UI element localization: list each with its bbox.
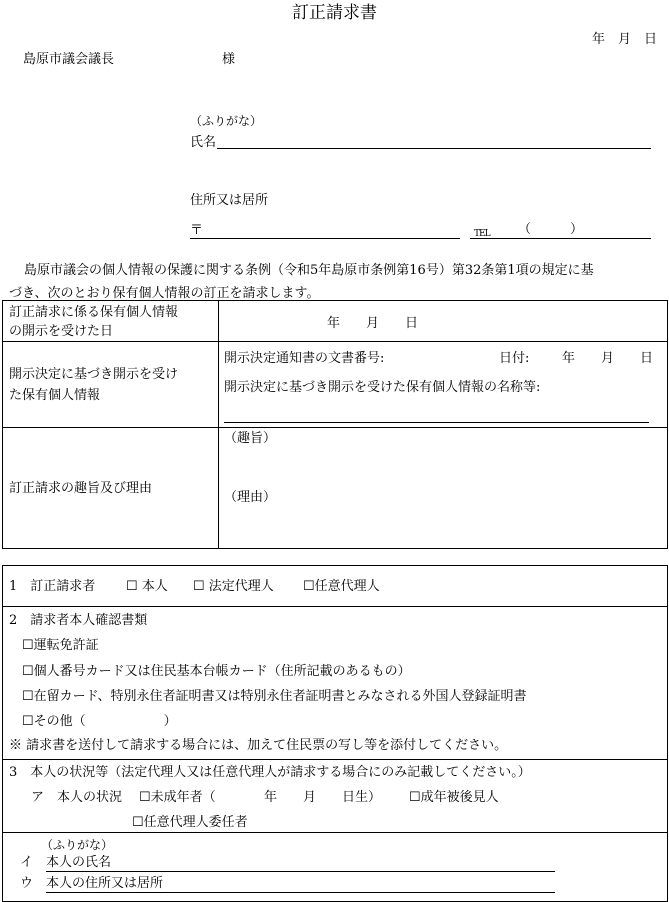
requester-sep-1 [2,606,668,607]
table-divider [218,300,219,549]
section2-label: 2 請求者本人確認書類 [9,613,148,628]
section1-label: 1 訂正請求者 [9,579,96,594]
row2-doc-number[interactable]: 開示決定通知書の文書番号: [224,351,385,366]
row2-info-name[interactable]: 開示決定に基づき開示を受けた保有個人情報の名称等: [224,380,541,395]
id-residence-card[interactable]: ☐在留カード、特別永住者証明書又は特別永住者証明書とみなされる外国人登録証明書 [22,689,527,704]
section3-label: 3 本人の状況等（法定代理人又は任意代理人が請求する場合にのみ記載してください。） [9,765,531,780]
option-self[interactable]: ☐ 本人 [126,579,168,594]
intro-line-1: 島原市議会の個人情報の保護に関する条例（令和5年島原市条例第16号）第32条第1項の規定に基 [24,263,594,278]
principal-name-field[interactable] [46,871,555,872]
furigana-label: （ふりがな） [190,114,263,128]
postal-mark: 〒 [190,223,204,238]
row2-date-value[interactable]: 年 月 日 [562,351,654,366]
option-adult-ward[interactable]: ☐成年被後見人 [409,790,499,805]
row2-label-line2: た保有個人情報 [9,388,101,403]
requester-sep-2 [2,759,668,760]
principal-address-label: ウ 本人の住所又は居所 [20,876,164,891]
principal-name-label: イ 本人の氏名 [20,855,112,870]
honorific: 様 [222,52,236,67]
row2-info-name-field[interactable] [224,422,649,423]
requester-sep-3 [2,832,668,833]
id-drivers-license[interactable]: ☐運転免許証 [22,638,99,653]
birth-date[interactable]: 年 月 日生） [264,790,382,805]
principal-furigana: （ふりがな） [41,838,114,852]
status-label: ア 本人の状況 [31,790,123,805]
row1-label-line1: 訂正請求に係る保有個人情報 [9,305,179,320]
option-voluntary-agent[interactable]: ☐任意代理人 [303,579,380,594]
option-legal-representative[interactable]: ☐ 法定代理人 [193,579,274,594]
tel-field[interactable] [470,238,651,239]
tel-label: TEL [474,229,490,239]
address-field[interactable] [190,238,460,239]
intro-line-2: づき、次のとおり保有個人情報の訂正を請求します。 [9,286,320,301]
row1-date[interactable]: 年 月 日 [327,316,419,331]
section2-note: ※ 請求書を送付して請求する場合には、加えて住民票の写し等を添付してください。 [9,738,508,753]
tel-parens: （ ） [518,222,584,237]
principal-address-field[interactable] [46,892,555,893]
id-other[interactable]: ☐その他（ ） [22,714,177,729]
option-delegator[interactable]: ☐任意代理人委任者 [132,815,248,830]
row1-label-line2: の開示を受けた日 [9,324,114,339]
name-label: 氏名 [190,135,217,150]
row2-date-label: 日付: [499,351,530,366]
row3-reason[interactable]: （理由） [224,490,277,505]
table-row-sep-1 [2,341,668,342]
option-minor[interactable]: ☐未成年者（ [139,790,216,805]
id-my-number-card[interactable]: ☐個人番号カード又は住民基本台帳カード（住所記載のあるもの） [22,664,411,679]
table-row-sep-2 [2,427,668,428]
row2-label-line1: 開示決定に基づき開示を受け [9,367,179,382]
name-field[interactable] [217,148,651,149]
date-line: 年 月 日 [592,32,658,47]
row3-purpose[interactable]: （趣旨） [224,431,277,446]
address-label: 住所又は居所 [190,193,269,208]
addressee: 島原市議会議長 [23,52,115,67]
row3-label: 訂正請求の趣旨及び理由 [9,481,153,496]
document-title: 訂正請求書 [292,3,377,23]
